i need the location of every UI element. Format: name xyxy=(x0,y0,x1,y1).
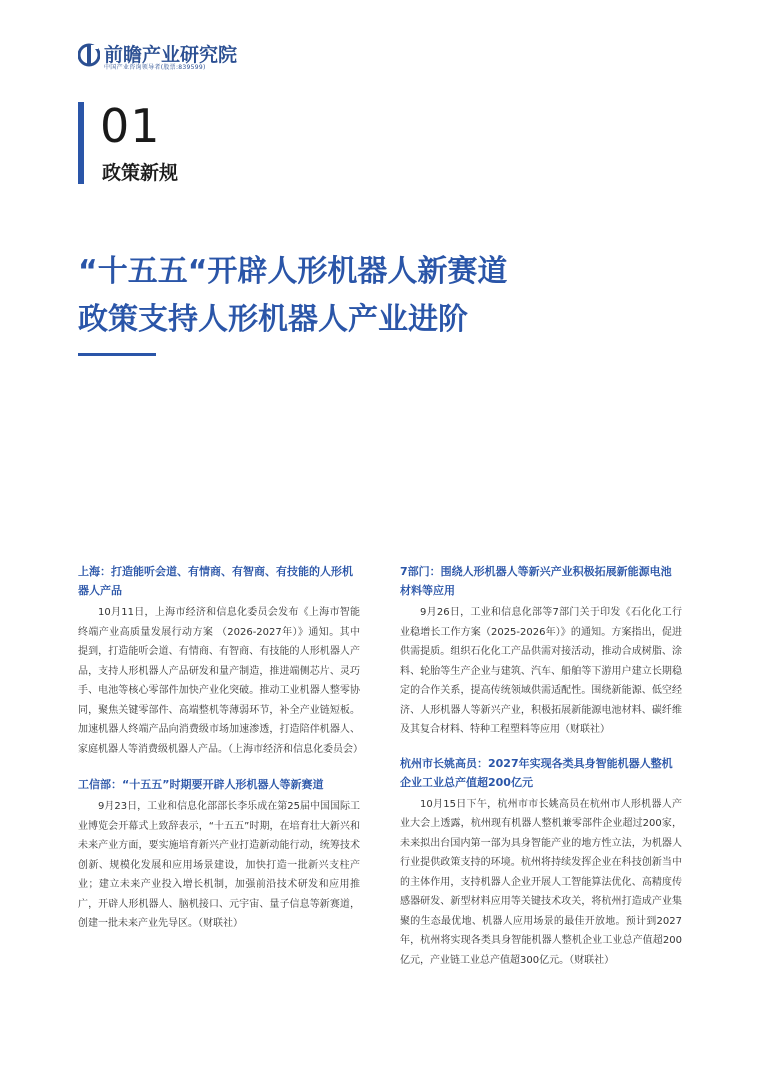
section-title: 政策新规 xyxy=(102,162,179,184)
article-body: 10月11日，上海市经济和信息化委员会发布《上海市智能终端产业高质量发展行动方案 （2026-2027年）》通知。其中提到，打造能听会道、有情商、有智商、有技能的人形机器人产品，支持人形机器人产品研发和量产制造，推进端侧芯片、灵巧手、电池等核心零部件加快产业化突破。推动工业机器人整零协同，聚焦关键零部件、高端整机等薄弱环节，补全产业链短板。加速机器人终端产品向消费级市场加速渗透，打造陪伴机器人、家庭机器人等消费级机器人产品。（上海市经济和信息化委员会） xyxy=(78,607,363,755)
right-column xyxy=(400,562,682,984)
section-number: 01 xyxy=(100,99,161,153)
article-title: 工信部：“十五五”时期要开辟人形机器人等新赛道 xyxy=(78,778,324,791)
article-title: 上海：打造能听会道、有情商、有智商、有技能的人形机器人产品 xyxy=(78,565,353,597)
article-title: 杭州市长姚高员：2027年实现各类具身智能机器人整机企业工业总产值超200亿元 xyxy=(400,756,673,789)
page-headline xyxy=(78,248,678,344)
headline-line-2: 政策支持人形机器人产业进阶 xyxy=(78,302,468,337)
article-miit xyxy=(78,775,360,934)
section-accent-bar xyxy=(78,102,84,184)
article-body: 9月26日，工业和信息化部等7部门关于印发《石化化工行业稳增长工作方案（2025-2026年）》的通知。方案指出，促进供需提质。组织石化化工产品供需对接活动，推动合成树脂、涂料、轮胎等生产企业与建筑、汽车、船舶等下游用户建立长期稳定的合作关系，提高传统领域供需适配性。围绕新能源、低空经济、人形机器人等新兴产业，积极拓展新能源电池材料、碳纤维及其复合材料、特种工程塑料等应用（财联社） xyxy=(400,607,682,735)
article-shanghai xyxy=(78,562,363,759)
brand-logo xyxy=(78,40,258,76)
article-seven-departments xyxy=(400,562,682,740)
article-body: 10月15日下午，杭州市市长姚高员在杭州市人形机器人产业大会上透露，杭州现有机器人整机兼零部件企业超过200家，未来拟出台国内第一部为具身智能产业的地方性立法，为机器人行业提供政策支持的环境。杭州将持续发挥企业在科技创新当中的主体作用，支持机器人企业开展人工智能算法优化、高精度传感器研发、新型材料应用等关键技术攻关，将杭州打造成产业集聚的生态最优地、机器人应用场景的最佳开放地。预计到2027年，杭州将实现各类具身智能机器人整机企业工业总产值超200亿元，产业链工业总产值超300亿元。（财联社） xyxy=(400,798,682,966)
brand-mark-icon xyxy=(78,42,100,68)
brand-name: 前瞻产业研究院 xyxy=(104,44,238,66)
headline-line-1: “十五五“开辟人形机器人新赛道 xyxy=(78,254,508,289)
article-hangzhou xyxy=(400,754,682,971)
left-column xyxy=(78,562,363,948)
article-body: 9月23日，工业和信息化部部长李乐成在第25届中国国际工业博览会开幕式上致辞表示，“十五五”时期，在培育壮大新兴和未来产业方面，要实施培育新兴产业打造新动能行动，统筹技术创新、规模化发展和应用场景建设，加快打造一批新兴支柱产业；建立未来产业投入增长机制，加强前沿技术研发和应用推广，开辟人形机器人、脑机接口、元宇宙、量子信息等新赛道，创建一批未来产业先导区。（财联社） xyxy=(78,801,360,929)
headline-divider xyxy=(78,353,156,356)
brand-tagline: 中国产业咨询领导者(股票:839599) xyxy=(104,64,206,71)
article-title: 7部门：围绕人形机器人等新兴产业积极拓展新能源电池材料等应用 xyxy=(400,565,672,597)
